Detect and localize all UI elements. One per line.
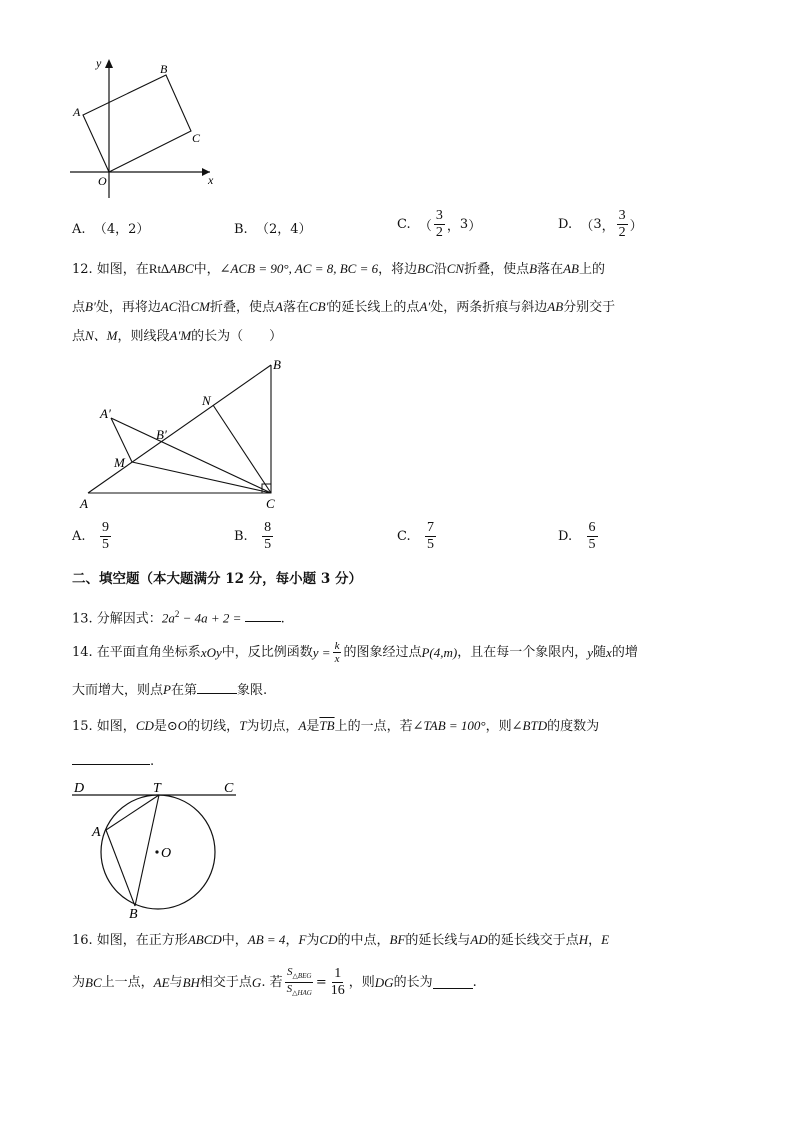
fraction: $\frac{3}{2}$ — [435, 208, 443, 240]
label-b: B — [129, 907, 138, 920]
label-a: A — [92, 825, 101, 840]
answer-blank[interactable] — [245, 621, 281, 622]
q12-option-a[interactable]: A. $\frac{9}{5}$ — [72, 520, 109, 552]
q14-line-1: 14. 在平面直角坐标系 xOy 中，反比例函数 y = $\frac{k}{x}$ 的图象经过点 P(4,m) ，且在每一个象限内， y 随 x 的增 — [72, 640, 638, 665]
fraction: $\frac{1}{16}$ — [330, 966, 345, 999]
figure-q11 — [66, 55, 226, 205]
fraction: $\frac{3}{2}$ — [618, 208, 626, 240]
segment-cm — [132, 462, 271, 493]
q12-line-1: 12. 如图，在Rt∆ABC中，∠ACB = 90°, AC = 8, BC = 6，将边BC沿CN折叠，使点B落在AB上的 — [72, 261, 605, 277]
label-c: C — [192, 131, 201, 145]
segment-ca-prime — [111, 418, 271, 493]
answer-blank[interactable] — [72, 764, 150, 765]
label-m: M — [114, 455, 125, 470]
q11-option-d[interactable]: D. （ 3 ， $\frac{3}{2}$ ） — [558, 208, 643, 240]
label-b-prime: B′ — [156, 427, 167, 442]
segment-ab — [88, 365, 271, 493]
label-y: y — [96, 56, 102, 70]
answer-blank[interactable] — [197, 693, 237, 694]
label-c: C — [224, 781, 234, 796]
q11-option-c[interactable]: C. （ $\frac{3}{2}$ ， 3 ） — [397, 208, 482, 240]
fraction: $\frac{8}{5}$ — [264, 520, 272, 552]
label-x: x — [208, 173, 214, 187]
answer-blank[interactable] — [433, 988, 473, 989]
q15-line-2: . — [72, 753, 154, 771]
label-d: D — [74, 781, 85, 796]
y-axis-arrow — [105, 59, 113, 68]
fraction: $\frac{6}{5}$ — [588, 520, 596, 552]
label-a: A — [80, 496, 88, 511]
label-a-prime: A′ — [100, 406, 111, 421]
q12-line-3: 点N、M，则线段A′M的长为（ ） — [72, 328, 283, 344]
figure-q12 — [78, 355, 293, 515]
q13: 13. 分解因式：$2a^2 - 4a + 2$ = . — [72, 609, 285, 627]
q12-line-2: 点B′处，再将边AC沿CM折叠，使点A落在CB′的延长线上的点A′处，两条折痕与斜边AB分别交于 — [72, 299, 616, 315]
fraction: $\frac{7}{5}$ — [427, 520, 435, 552]
q14-line-2: 大而增大，则点P在第 象限. — [72, 682, 268, 698]
q12-option-c[interactable]: C. $\frac{7}{5}$ — [397, 520, 435, 552]
label-a: A — [73, 105, 81, 119]
q15-line-1: 15. 如图，CD是⊙O的切线，T为切点，A是$\overline{TB}$上的一点，若∠TAB = 100°，则∠BTD的度数为 — [72, 718, 600, 734]
chord-ta — [106, 795, 159, 830]
label-b: B — [160, 62, 168, 76]
label-o: O — [98, 174, 107, 188]
q11-option-b[interactable]: B. （2，4） — [234, 222, 312, 237]
label-o: O — [161, 846, 172, 861]
label-b: B — [273, 357, 281, 372]
figure-q15 — [68, 778, 243, 920]
q16-line-2: 为 BC 上一点， AE 与 BH 相交于点 G . 若 $\frac{S_{\triangle BEG}}{S_{\triangle HAG}}$ = $\frac{1}{16}$ ，则 DG 的长为 . — [72, 966, 477, 999]
q11-option-a[interactable]: A. （4，2） — [72, 222, 150, 237]
fraction: $\frac{9}{5}$ — [101, 520, 109, 552]
label-t: T — [153, 781, 161, 796]
label-c: C — [266, 496, 275, 511]
chord-tb — [135, 795, 159, 906]
q12-option-d[interactable]: D. $\frac{6}{5}$ — [558, 520, 596, 552]
center-dot — [155, 850, 158, 853]
area-ratio-fraction: $\frac{S_{\triangle BEG}}{S_{\triangle HAG}}$ — [286, 966, 312, 998]
fraction: $\frac{k}{x}$ — [334, 640, 340, 665]
section-heading: 二、填空题（本大题满分 12 分，每小题 3 分） — [72, 571, 362, 587]
q12-option-b[interactable]: B. $\frac{8}{5}$ — [234, 520, 272, 552]
rectangle-oabc — [83, 75, 191, 172]
q16-line-1: 16. 如图，在正方形ABCD中，AB = 4，F为CD的中点，BF的延长线与AD的延长线交于点H，E — [72, 932, 610, 948]
label-n: N — [202, 393, 211, 408]
